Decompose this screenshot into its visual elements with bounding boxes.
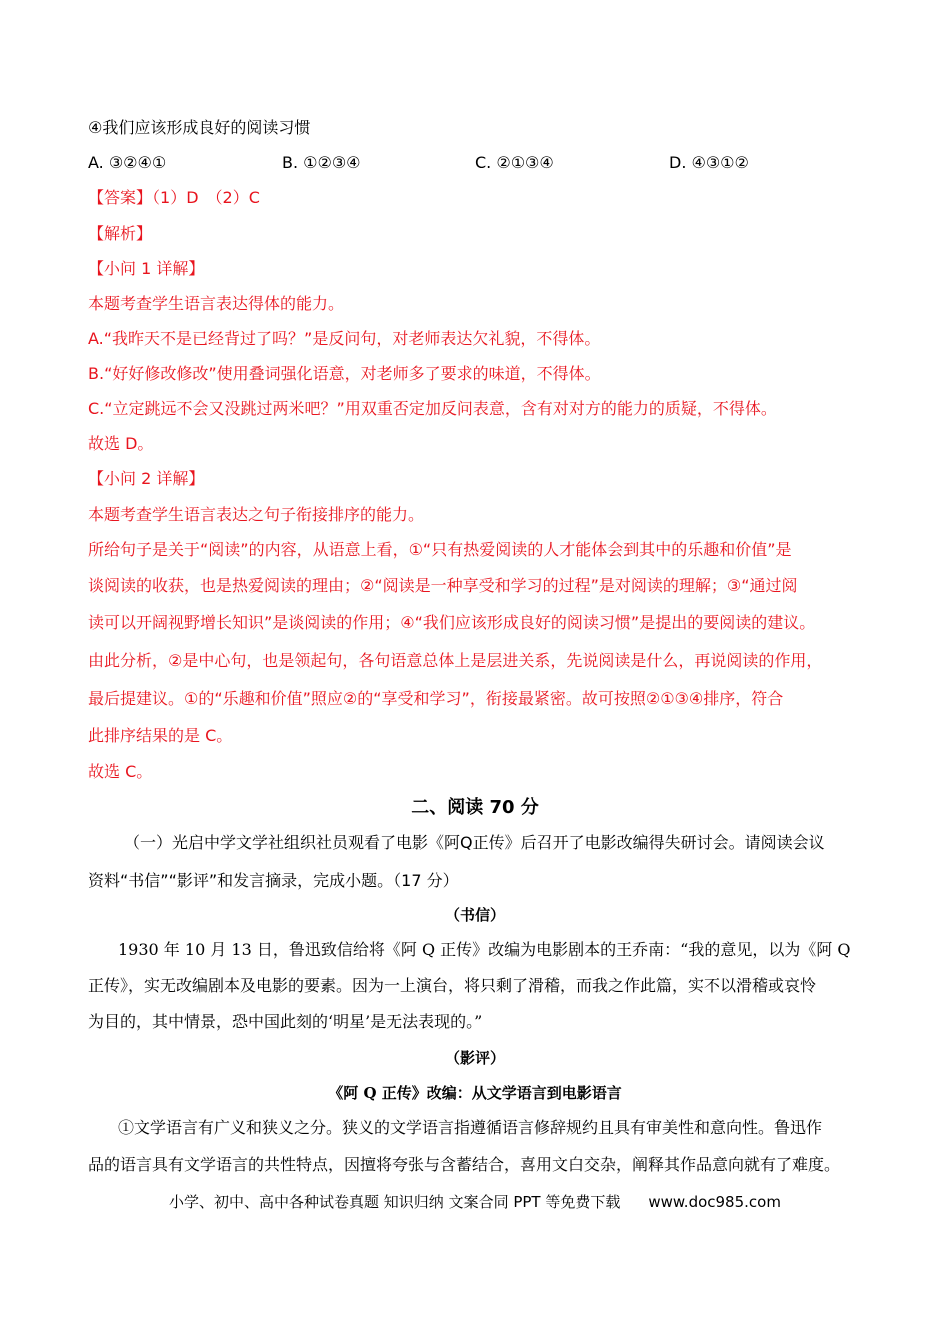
- review-line: 品的语言具有文学语言的共性特点，因擅将夸张与含蓄结合，喜用文白交杂，阐释其作品意向就有了难度。: [88, 1155, 841, 1174]
- section-title: 二、阅读 70 分: [411, 797, 539, 818]
- answer-label: 【答案】: [88, 188, 153, 207]
- page-footer: [0, 1192, 950, 1212]
- q2-line: 读可以开阔视野增长知识”是谈阅读的作用；④“我们应该形成良好的阅读习惯”是提出的要阅读的建议。: [88, 613, 816, 632]
- q2-line: 由此分析，②是中心句，也是领起句，各句语意总体上是层进关系，先说阅读是什么，再说阅读的作用，: [88, 651, 823, 670]
- letter-line: 正传》，实无改编剧本及电影的要素。因为一上演台，将只剩了滑稽，而我之作此篇，实不以滑稽或哀怜: [88, 976, 817, 995]
- q2-line: 所给句子是关于“阅读”的内容，从语意上看，①“只有热爱阅读的人才能体会到其中的乐趣和价值”是: [88, 540, 792, 559]
- q2-line: 最后提建议。①的“乐趣和价值”照应②的“享受和学习”，衔接最紧密。故可按照②①③④排序，符合: [88, 689, 784, 708]
- q1-line: 本题考查学生语言表达得体的能力。: [88, 294, 345, 313]
- footer-url[interactable]: www.doc985.com: [648, 1193, 781, 1211]
- review-title: 《阿 Q 正传》改编：从文学语言到电影语言: [328, 1084, 622, 1102]
- footer-text: 小学、初中、高中各种试卷真题 知识归纳 文案合同 PPT 等免费下载: [169, 1193, 621, 1211]
- q2-heading: 【小问 2 详解】: [88, 469, 205, 488]
- q1-line: B.“好好修改修改”使用叠词强化语意，对老师多了要求的味道，不得体。: [88, 364, 601, 383]
- letter-heading: （书信）: [444, 906, 505, 924]
- option-a: A. ③②④①: [88, 153, 167, 172]
- q1-line: A.“我昨天不是已经背过了吗？”是反问句，对老师表达欠礼貌，不得体。: [88, 329, 601, 348]
- q2-line: 此排序结果的是 C。: [88, 726, 233, 745]
- option-c: C. ②①③④: [475, 153, 554, 172]
- review-heading: （影评）: [444, 1049, 505, 1067]
- section-intro-line: 资料“书信”“影评”和发言摘录，完成小题。（17 分）: [88, 871, 459, 890]
- review-line: ①文学语言有广义和狭义之分。狭义的文学语言指遵循语言修辞规约且具有审美性和意向性。鲁迅作: [118, 1118, 823, 1137]
- letter-line: 为目的，其中情景，恐中国此刻的‘明星’是无法表现的。”: [88, 1012, 483, 1031]
- q1-line: C.“立定跳远不会又没跳过两米吧？”用双重否定加反问表意，含有对对方的能力的质疑，不得体。: [88, 399, 777, 418]
- q2-line: 本题考查学生语言表达之句子衔接排序的能力。: [88, 505, 425, 524]
- q1-conclusion: 故选 D。: [88, 434, 154, 453]
- answer-line: [88, 188, 260, 208]
- q2-line: 谈阅读的收获，也是热爱阅读的理由；②“阅读是一种享受和学习的过程”是对阅读的理解；③“通过阅: [88, 576, 798, 595]
- option-d: D. ④③①②: [669, 153, 749, 172]
- q1-heading: 【小问 1 详解】: [88, 259, 205, 278]
- section-intro-line: （一）光启中学文学社组织社员观看了电影《阿Q正传》后召开了电影改编得失研讨会。请阅读会议: [124, 833, 825, 852]
- analysis-label: 【解析】: [88, 224, 153, 243]
- letter-line: 1930 年 10 月 13 日，鲁迅致信给将《阿 Q 正传》改编为电影剧本的王乔南：“我的意见，以为《阿 Q: [118, 940, 851, 959]
- q2-conclusion: 故选 C。: [88, 762, 153, 781]
- answer-content: （1）D （2）C: [152, 188, 260, 207]
- option-b: B. ①②③④: [282, 153, 361, 172]
- sentence-item-4: ④我们应该形成良好的阅读习惯: [88, 118, 311, 137]
